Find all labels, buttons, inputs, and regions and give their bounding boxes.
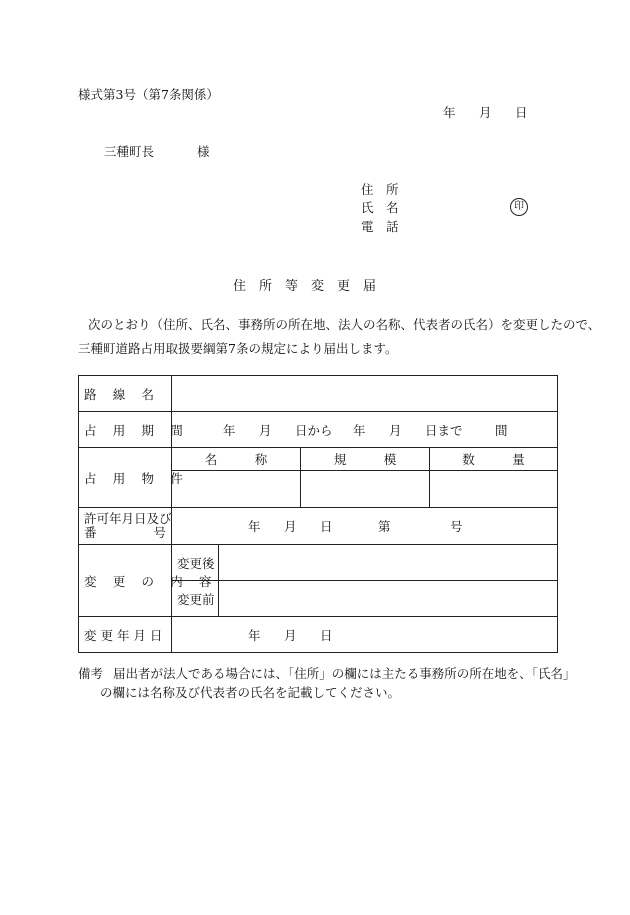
object-col-scale: 規 模 — [301, 448, 430, 471]
change-after-row — [79, 545, 558, 581]
period-month-1: 月 — [259, 422, 272, 438]
object-header-row — [79, 448, 558, 471]
route-value-cell[interactable] — [172, 376, 558, 412]
change-date-label: 変 更 年 月 日 — [79, 617, 172, 653]
permit-day: 日 — [320, 519, 333, 534]
permit-value-cell[interactable] — [172, 508, 558, 545]
change-date-month: 月 — [284, 627, 297, 643]
route-row — [79, 376, 558, 412]
change-date-day: 日 — [320, 627, 333, 643]
address-label: 住 所 — [361, 182, 399, 197]
addressee: 三種町長 — [104, 144, 155, 159]
permit-year: 年 — [248, 519, 261, 534]
period-year-2: 年 — [353, 422, 366, 438]
phone-label: 電 話 — [361, 219, 399, 234]
date-year: 年 — [443, 105, 456, 120]
date-day: 日 — [515, 105, 528, 120]
intro-line-2: 三種町道路占用取扱要綱第7条の規定により届出します。 — [78, 341, 398, 356]
period-row — [79, 412, 558, 448]
after-label: 変更後 — [172, 545, 219, 581]
form-number: 様式第3号（第7条関係） — [78, 87, 219, 102]
permit-label-ban: 番 — [84, 525, 97, 540]
period-day-from: 日から — [295, 422, 333, 438]
intro-line-1: 次のとおり（住所、氏名、事務所の所在地、法人の名称、代表者の氏名）を変更したので、 — [88, 317, 601, 332]
permit-label-line-2 — [84, 526, 166, 540]
change-date-year: 年 — [248, 627, 261, 643]
permit-label-line-1: 許可年月日及び — [84, 511, 172, 526]
permit-label — [79, 508, 172, 545]
period-unit: 間 — [495, 422, 508, 438]
permit-no-prefix: 第 — [378, 519, 391, 534]
period-value-cell[interactable] — [172, 412, 558, 448]
remarks-line-1: 届出者が法人である場合には、「住所」の欄には主たる事務所の所在地を、「氏名」 — [113, 666, 576, 681]
before-value-cell[interactable] — [219, 581, 558, 617]
before-label: 変更前 — [172, 581, 219, 617]
permit-month: 月 — [284, 519, 297, 534]
period-label: 占 用 期 間 — [79, 412, 172, 448]
period-year-1: 年 — [223, 422, 236, 438]
remarks-label: 備考 — [78, 666, 104, 681]
after-value-cell[interactable] — [219, 545, 558, 581]
permit-label-go: 号 — [153, 525, 166, 540]
object-label: 占 用 物 件 — [79, 448, 172, 508]
permit-row — [79, 508, 558, 545]
document-title: 住 所 等 変 更 届 — [233, 279, 377, 294]
change-date-row — [79, 617, 558, 653]
object-col-name: 名 称 — [172, 448, 301, 471]
change-content-label: 変 更 の 内 容 — [79, 545, 172, 617]
honorific: 様 — [197, 144, 210, 159]
object-col-quantity: 数 量 — [430, 448, 558, 471]
route-label: 路 線 名 — [79, 376, 172, 412]
object-quantity-cell[interactable] — [430, 471, 558, 508]
name-label: 氏 名 — [361, 200, 399, 215]
remarks-line-2: の欄には名称及び代表者の氏名を記載してください。 — [100, 685, 401, 700]
period-day-to: 日まで — [425, 422, 463, 438]
permit-no-suffix: 号 — [450, 519, 463, 534]
date-month: 月 — [479, 105, 492, 120]
period-month-2: 月 — [389, 422, 402, 438]
object-scale-cell[interactable] — [301, 471, 430, 508]
change-form-table — [78, 375, 558, 653]
change-date-value-cell[interactable] — [172, 617, 558, 653]
seal-mark: 印 — [510, 198, 528, 216]
object-name-cell[interactable] — [172, 471, 301, 508]
